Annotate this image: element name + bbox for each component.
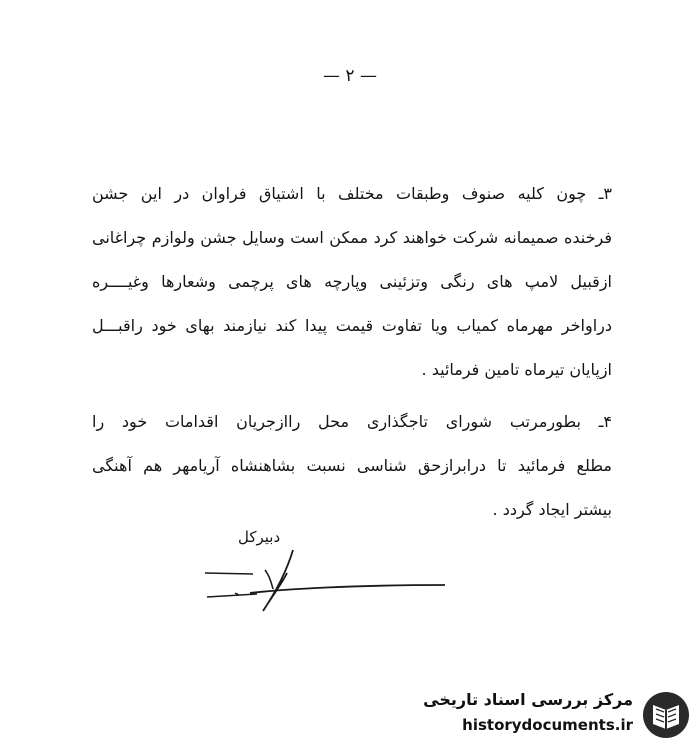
paragraph-4-line: ۴ـ بطورمرتب شورای تاجگذاری محل راازجریان اقدامات خود را [92,412,612,431]
paragraph-gap [92,392,612,400]
watermark-url: historydocuments.ir [462,716,633,734]
page-number: — ۲ — [323,66,377,86]
handwritten-signature [195,545,455,615]
paragraph-3-line: ازقبیل لامپ های رنگی وتزئینی وپارچه های پرچمی وشعارها وغیــــره [92,272,612,291]
paragraph-3-line: دراواخر مهرماه کمیاب ویا تفاوت قیمت پیدا کند نیازمند بهای خود راقبـــل [92,316,612,335]
signature-label: دبیرکل [238,528,281,546]
book-logo-icon [641,690,691,740]
watermark-title: مرکز بررسی اسناد تاریخی [423,690,633,709]
paragraph-3-line: ازپایان تیرماه تامین فرمائید . [421,360,612,379]
paragraph-4-line: بیشتر ایجاد گردد . [492,500,612,519]
paragraph-3-line: فرخنده صمیمانه شرکت خواهند کرد ممکن است وسایل جشن ولوازم چراغانی [92,228,612,247]
paragraph-3-line: ۳ـ چون کلیه صنوف وطبقات مختلف با اشتیاق فراوان در این جشن [92,184,612,203]
paragraph-4-line: مطلع فرمائید تا درابرازحق شناسی نسبت بشاهنشاه آریامهر هم آهنگی [92,456,612,475]
document-body [92,172,612,532]
archive-watermark [405,688,695,743]
